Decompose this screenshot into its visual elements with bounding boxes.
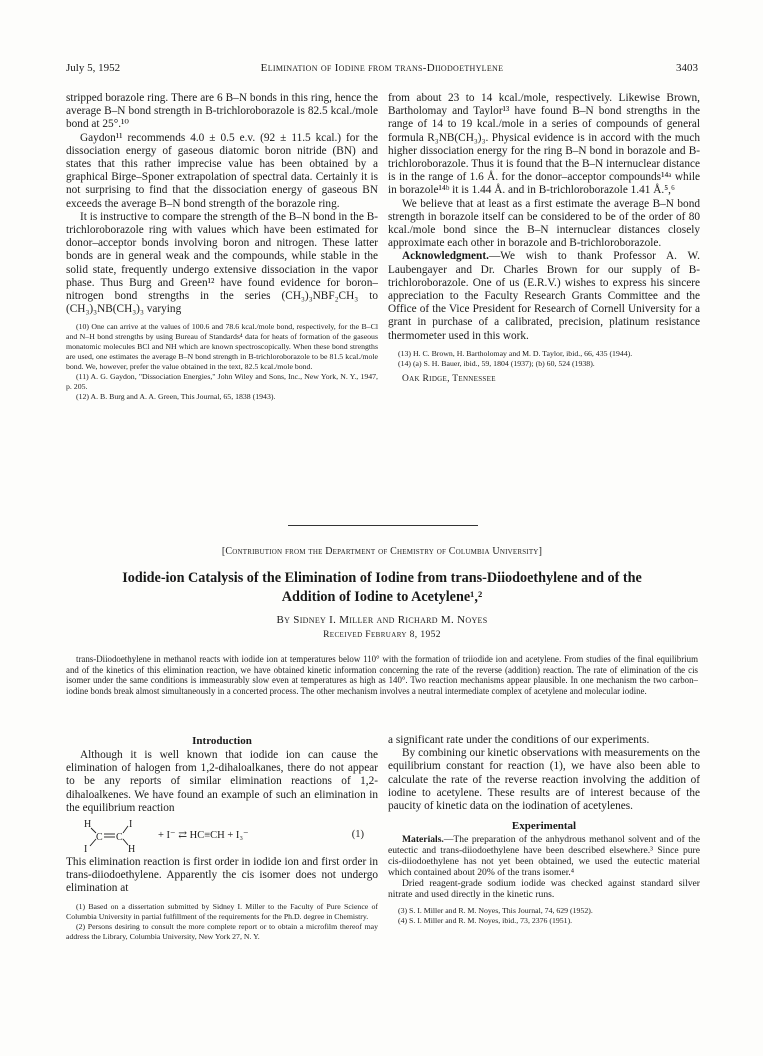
header-date: July 5, 1952 <box>66 62 121 74</box>
paragraph: This elimination reaction is first order in iodide ion and first order in trans-diiodoethylene. Apparently the cis isomer does not undergo elimination at <box>66 856 378 895</box>
materials-label: Materials. <box>402 834 444 846</box>
acknowledgment-text: —We wish to thank Professor A. W. Laubengayer and Dr. Charles Brown for our supply of B-trichloroborazole. One of us (E.R.V.) wishes to express his sincere appreciation to the Faculty Research Grants Committee and the Office of the Vice President for Research of Cornell University for a grant in purchase of a calibrated, precision, platinum resistance thermometer used in this work. <box>388 250 700 342</box>
equation-rhs: + I⁻ ⇄ HC≡CH + I₃⁻ <box>158 830 249 842</box>
paragraph: Although it is well known that iodide ion can cause the elimination of halogen from 1,2-dihaloalkanes, there do not appear to be any reports of similar elimination reactions of 1,2-dihaloalkenes. We have found an example of such an elimination in the equilibrium reaction <box>66 749 378 814</box>
article-title-line: Iodide-ion Catalysis of the Elimination of Iodine from trans-Diiodoethylene and of the <box>122 570 642 586</box>
paragraph: a significant rate under the conditions of our experiments. <box>388 734 650 746</box>
running-header <box>66 62 698 76</box>
footnote: (13) H. C. Brown, H. Bartholomay and M. D. Taylor, ibid., 66, 435 (1944). <box>398 348 633 358</box>
left-column-bottom <box>66 734 378 1034</box>
equation-number: (1) <box>351 829 364 841</box>
received-date: Received February 8, 1952 <box>323 630 441 640</box>
paragraph: By combining our kinetic observations with measurements on the equilibrium constant for reaction (1), we have also been able to calculate the rate of the reverse reaction involving the addition of iodine to acetylene. These results are of interest because of the paucity of kinetic data on the iodination of acetylenes. <box>388 747 700 813</box>
paragraph: from about 23 to 14 kcal./mole, respectively. Likewise Brown, Bartholomay and Taylor¹³ have found B–N bond strengths in the range of 14 to 19 kcal./mole in a series of compounds of general formula R₃NB(CH₃)₃. Physical evidence is in accord with the much higher dissociation energy for the ring B–N bond in borazole and B-trichloroborazole. Thus it is found that the B–N internuclear distance is in the range of 1.6 Å. for the donor–acceptor compounds¹⁴ᵃ while in borazole¹⁴ᵇ it is 1.44 Å. and in B-trichloroborazole 1.41 Å.⁵,⁶ <box>388 92 700 197</box>
section-heading: Experimental <box>511 820 577 833</box>
paragraph: stripped borazole ring. There are 6 B–N bonds in this ring, hence the average B–N bond strength in B-trichloroborazole is 82.5 kcal./mole bond at 25°.¹⁰ <box>66 92 378 131</box>
paragraph: Dried reagent-grade sodium iodide was checked against standard silver nitrate and used directly in the kinetic runs. <box>388 878 700 901</box>
footnote: (10) One can arrive at the values of 100.6 and 78.6 kcal./mole bond, respectively, for the B–Cl and N–H bond strengths by using Bureau of Standards⁴ data for heats of formation of the gaseous monatomic molecules BCl and NH which are known spectroscopically. When these bond strengths are used, one estimates the average B–N bond strength in B-trichloroborazole to be 81.5 kcal./mole bond. We, however, prefer the value obtained in the text, 82.5 kcal./mole bond. <box>66 322 378 372</box>
footnote: (1) Based on a dissertation submitted by Sidney I. Miller to the Faculty of Pure Science of Columbia University in partial fulfillment of the requirements for the Ph.D. degree in Chemistry. <box>66 901 378 921</box>
equation-1 <box>66 817 378 855</box>
acknowledgment <box>388 250 700 342</box>
contribution-line: [Contribution from the Department of Chemistry of Columbia University] <box>221 546 543 557</box>
diiodoethylene-structure-icon <box>66 817 156 855</box>
svg-text:H: H <box>128 844 136 856</box>
section-divider <box>288 525 478 526</box>
right-column-bottom <box>388 734 700 1034</box>
footnote: (12) A. B. Burg and A. A. Green, This Journal, 65, 1838 (1943). <box>76 392 276 402</box>
abstract: trans-Diiodoethylene in methanol reacts with iodide ion at temperatures below 110° with the formation of triiodide ion and acetylene. From studies of the final equilibrium and of the kinetics of this elimination reaction, we have obtained kinetic information concerning the rate of the reverse (addition) reaction. The rate of elimination of the cis isomer under the same conditions is immeasurably slow even at temperatures as high as 140°. Two reaction mechanisms appear plausible. In one mechanism the two carbon–iodine bonds break almost simultaneously in a concerted process. The other mechanism involves a neutral intermediate complex of acetylene and molecular iodine. <box>66 654 698 696</box>
footnote: (3) S. I. Miller and R. M. Noyes, This Journal, 74, 629 (1952). <box>398 906 593 916</box>
materials-text: —The preparation of the anhydrous methanol solvent and of the eutectic and trans-diiodoethylene have been described elsewhere.³ Since pure cis-diiodoethylene has not yet been obtained, we used the eutectic material which contained about 20% of the trans isomer.⁴ <box>388 834 700 879</box>
svg-text:I: I <box>84 844 88 856</box>
header-page-number: 3403 <box>676 62 698 74</box>
svg-text:C: C <box>96 832 103 844</box>
footnote: (4) S. I. Miller and R. M. Noyes, ibid., 73, 2376 (1951). <box>398 916 573 926</box>
acknowledgment-label: Acknowledgment. <box>402 250 489 263</box>
right-column-top <box>388 92 700 512</box>
svg-text:I: I <box>129 819 133 831</box>
article-title-line: Addition of Iodine to Acetylene¹,² <box>281 589 483 605</box>
footnote: (2) Persons desiring to consult the more complete report or to obtain a microfilm thereof may address the Library, Columbia University, New York 27, N. Y. <box>66 921 378 941</box>
footnote: (11) A. G. Gaydon, "Dissociation Energies," John Wiley and Sons, Inc., New York, N. Y., 1947, p. 205. <box>66 372 378 392</box>
article-authors: By Sidney I. Miller and Richard M. Noyes <box>276 614 488 626</box>
materials-paragraph <box>388 834 700 878</box>
section-heading: Introduction <box>192 735 252 747</box>
header-running-title: Elimination of Iodine from trans-Diiodoethylene <box>260 62 504 74</box>
left-column-top <box>66 92 378 510</box>
location: Oak Ridge, Tennessee <box>402 373 496 384</box>
paragraph: Gaydon¹¹ recommends 4.0 ± 0.5 e.v. (92 ± 11.5 kcal.) for the dissociation energy of gaseous diatomic boron nitride (BN) and states that this rather imprecise value has been obtained by a graphical Birge–Sponer extrapolation of spectral data. Certainly it is not surprising to find that the dissociation energy of gaseous BN exceeds the average B–N bond strength of the borazole ring. <box>66 131 378 210</box>
svg-text:H: H <box>84 819 92 831</box>
paragraph: We believe that at least as a first estimate the average B–N bond strength in borazole itself can be considered to be of the order of 80 kcal./mole bond since the B–N internuclear distances closely approximate each other in borazole and B-trichloroborazole. <box>388 197 700 250</box>
footnote: (14) (a) S. H. Bauer, ibid., 59, 1804 (1937); (b) 60, 524 (1938). <box>398 358 595 368</box>
svg-text:C: C <box>116 832 123 844</box>
article-title <box>66 569 698 607</box>
paragraph: It is instructive to compare the strength of the B–N bond in the B-trichloroborazole ring with values which have been estimated for donor–acceptor bonds involving boron and nitrogen. These latter bonds are in general weak and the compounds, while stable in the solid state, frequently undergo extensive dissociation in the vapor phase. Thus Burg and Green¹² have found evidence for boron–nitrogen bond strengths in the series (CH₃)₃NBF₂CH₃ to (CH₃)₃NB(CH₃)₃ varying <box>66 210 378 316</box>
